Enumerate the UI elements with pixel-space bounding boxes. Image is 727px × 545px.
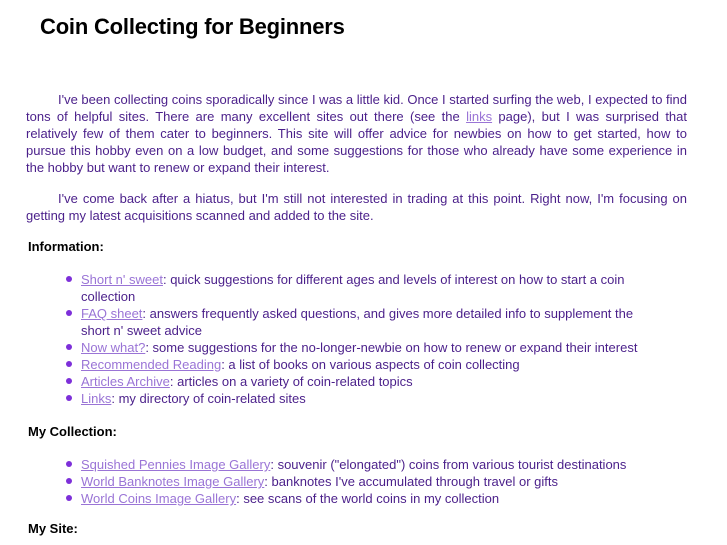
- now-what-link[interactable]: Now what?: [81, 340, 146, 355]
- world-coins-description: : see scans of the world coins in my collection: [236, 491, 500, 506]
- list-item-short-n-sweet: [81, 271, 647, 305]
- recommended-reading-description: : a list of books on various aspects of coin collecting: [221, 357, 520, 372]
- list-item-faq-sheet: [81, 305, 647, 339]
- collection-list: [81, 456, 647, 507]
- bullet-icon: [66, 495, 72, 501]
- world-banknotes-description: : banknotes I've accumulated through travel or gifts: [264, 474, 558, 489]
- bullet-icon: [66, 461, 72, 467]
- faq-sheet-description: : answers frequently asked questions, and gives more detailed info to supplement the short n' sweet advice: [81, 306, 634, 338]
- articles-archive-description: : articles on a variety of coin-related topics: [169, 374, 413, 389]
- page-title: Coin Collecting for Beginners: [40, 14, 345, 39]
- bullet-icon: [66, 361, 72, 367]
- bullet-icon: [66, 378, 72, 384]
- squished-pennies-description: : souvenir ("elongated") coins from various tourist destinations: [270, 457, 627, 472]
- faq-sheet-link[interactable]: FAQ sheet: [81, 306, 143, 321]
- information-list: [81, 271, 647, 407]
- now-what-description: : some suggestions for the no-longer-newbie on how to renew or expand their interest: [145, 340, 638, 355]
- world-banknotes-gallery-link[interactable]: World Banknotes Image Gallery: [81, 474, 265, 489]
- short-n-sweet-link[interactable]: Short n' sweet: [81, 272, 163, 287]
- list-item-articles-archive: [81, 373, 647, 390]
- list-item-recommended-reading: [81, 356, 647, 373]
- list-item-links: [81, 390, 647, 407]
- links-description: : my directory of coin-related sites: [111, 391, 306, 406]
- list-item-squished-pennies: [81, 456, 647, 473]
- my-collection-heading: My Collection:: [28, 424, 117, 439]
- intro-text-after-link: page), but I was surprised that relatively few of them cater to beginners. This site will offer advice for newbies on how to get started, how to pursue this hobby even on a low budget, and some suggestions for those who already have some experience in the hobby but want to renew or expand their interest.: [26, 109, 688, 175]
- squished-pennies-gallery-link[interactable]: Squished Pennies Image Gallery: [81, 457, 271, 472]
- links-page-link[interactable]: links: [466, 109, 493, 124]
- bullet-icon: [66, 395, 72, 401]
- bullet-icon: [66, 344, 72, 350]
- recommended-reading-link[interactable]: Recommended Reading: [81, 357, 222, 372]
- bullet-icon: [66, 310, 72, 316]
- list-item-world-banknotes: [81, 473, 647, 490]
- list-item-world-coins: [81, 490, 647, 507]
- intro-paragraph-1: [26, 91, 687, 176]
- links-link[interactable]: Links: [81, 391, 112, 406]
- intro-paragraph-2: I've come back after a hiatus, but I'm still not interested in trading at this point. Right now, I'm focusing on getting my latest acquisitions scanned and added to the site.: [26, 191, 687, 223]
- my-site-heading: My Site:: [28, 521, 78, 536]
- short-n-sweet-description: : quick suggestions for different ages and levels of interest on how to start a coin collection: [81, 272, 625, 304]
- intro-text-before-link: I've been collecting coins sporadically since I was a little kid. Once I started surfing the web, I expected to find tons of helpful sites. There are many excellent sites out there (see the: [26, 92, 687, 124]
- bullet-icon: [66, 478, 72, 484]
- information-heading: Information:: [28, 239, 104, 254]
- world-coins-gallery-link[interactable]: World Coins Image Gallery: [81, 491, 237, 506]
- bullet-icon: [66, 276, 72, 282]
- articles-archive-link[interactable]: Articles Archive: [81, 374, 170, 389]
- list-item-now-what: [81, 339, 647, 356]
